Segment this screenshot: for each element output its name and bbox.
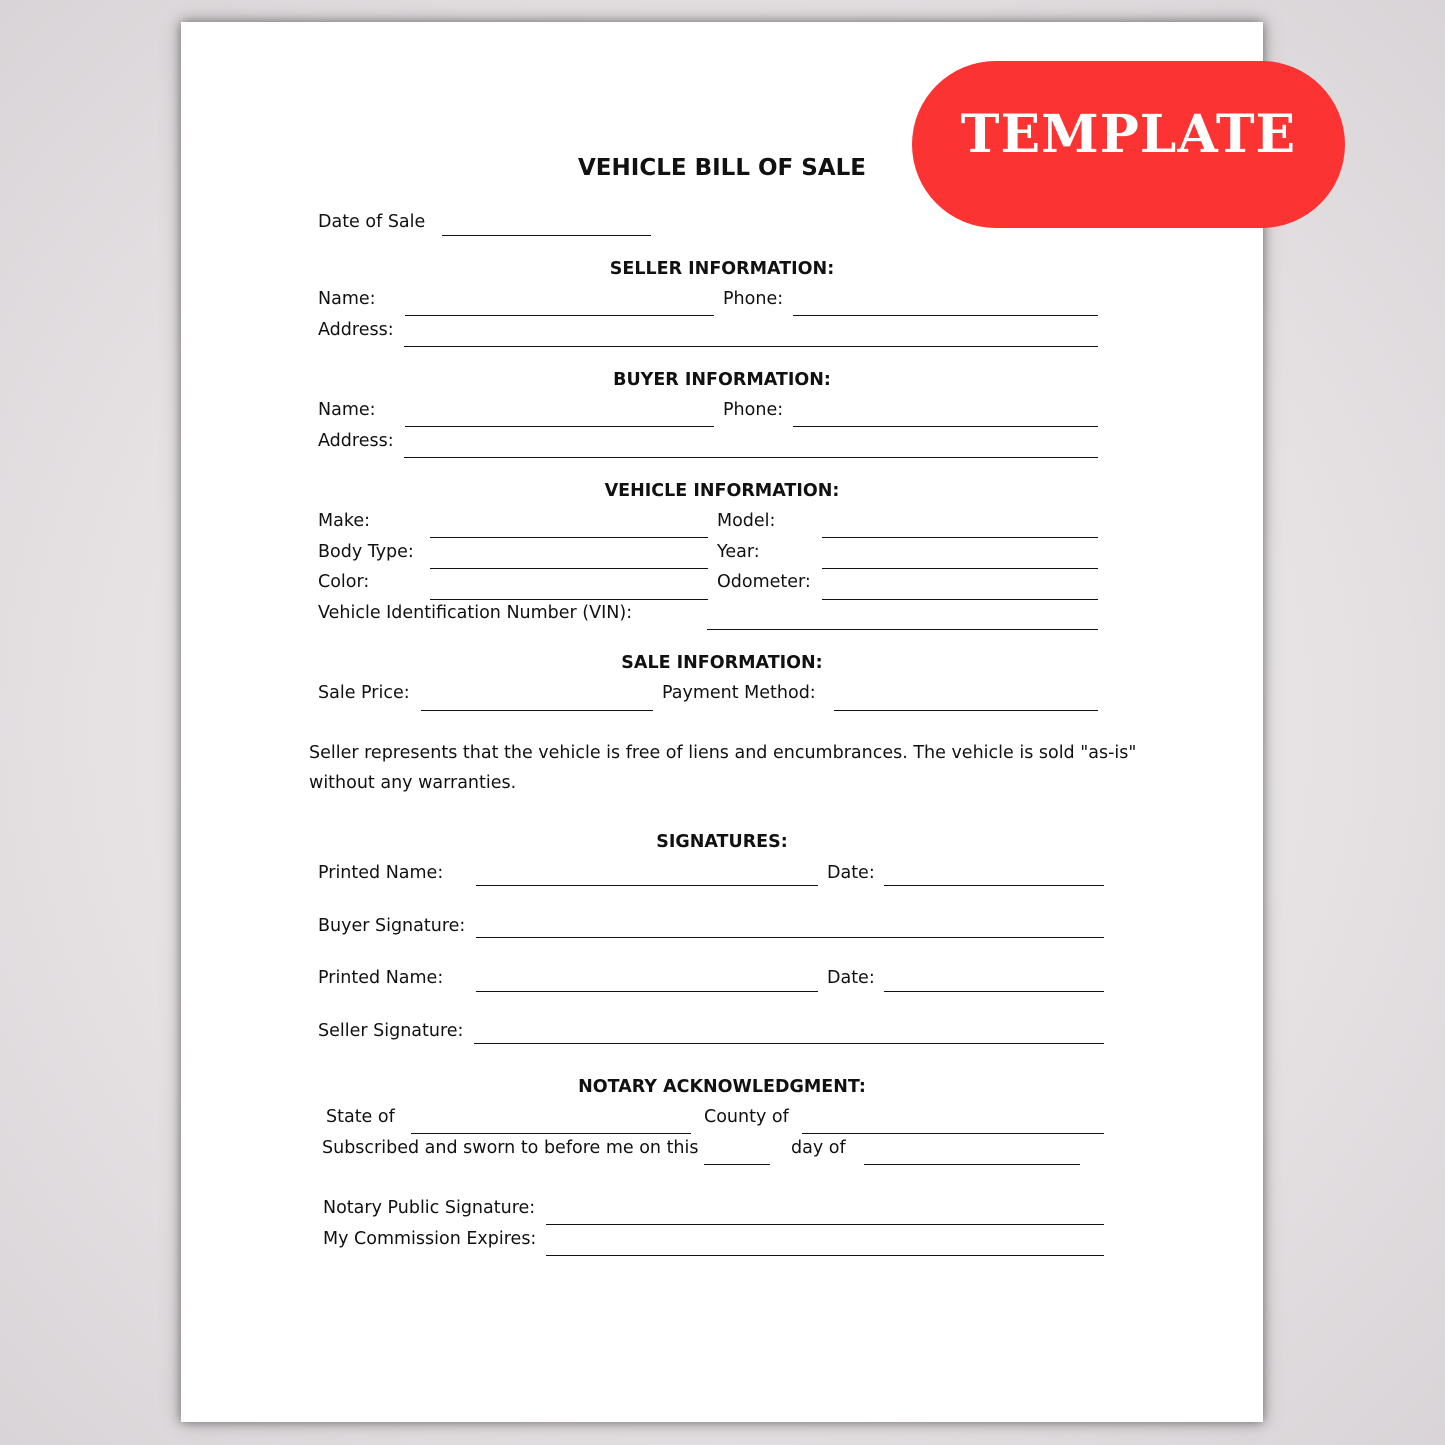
year-label: Year: xyxy=(717,542,760,562)
seller-address-field[interactable] xyxy=(404,346,1098,347)
sale-price-label: Sale Price: xyxy=(318,683,410,703)
year-field[interactable] xyxy=(822,568,1098,569)
county-of-field[interactable] xyxy=(802,1133,1104,1134)
seller-signature-label: Seller Signature: xyxy=(318,1021,464,1041)
day-of-label: day of xyxy=(791,1138,846,1158)
make-field[interactable] xyxy=(430,537,708,538)
notary-signature-label: Notary Public Signature: xyxy=(323,1198,536,1218)
buyer-name-label: Name: xyxy=(318,400,376,420)
county-of-label: County of xyxy=(704,1107,789,1127)
signatures-heading: SIGNATURES: xyxy=(656,832,788,852)
buyer-signature-field[interactable] xyxy=(476,937,1104,938)
seller-printed-name-label: Printed Name: xyxy=(318,968,444,988)
template-badge xyxy=(912,61,1345,228)
buyer-address-field[interactable] xyxy=(404,457,1098,458)
odometer-label: Odometer: xyxy=(717,572,811,592)
buyer-printed-name-label: Printed Name: xyxy=(318,863,444,883)
make-label: Make: xyxy=(318,511,370,531)
seller-address-label: Address: xyxy=(318,320,394,340)
body-type-field[interactable] xyxy=(430,568,708,569)
seller-date-label: Date: xyxy=(827,968,875,988)
color-field[interactable] xyxy=(430,599,708,600)
payment-method-label: Payment Method: xyxy=(662,683,816,703)
state-of-field[interactable] xyxy=(411,1133,691,1134)
buyer-address-label: Address: xyxy=(318,431,394,451)
template-badge-label: TEMPLATE xyxy=(960,104,1297,165)
sworn-month-field[interactable] xyxy=(864,1164,1080,1165)
state-of-label: State of xyxy=(326,1107,395,1127)
commission-expires-label: My Commission Expires: xyxy=(323,1229,537,1249)
color-label: Color: xyxy=(318,572,370,592)
as-is-statement-line1: Seller represents that the vehicle is free of liens and encumbrances. The vehicle is sold "as-is" xyxy=(309,743,1137,763)
document-title: VEHICLE BILL OF SALE xyxy=(578,155,866,181)
date-of-sale-label: Date of Sale xyxy=(318,212,426,232)
sale-heading: SALE INFORMATION: xyxy=(621,653,823,673)
buyer-signature-label: Buyer Signature: xyxy=(318,916,466,936)
buyer-phone-label: Phone: xyxy=(723,400,784,420)
sale-price-field[interactable] xyxy=(421,710,653,711)
buyer-date-field[interactable] xyxy=(884,885,1104,886)
seller-phone-label: Phone: xyxy=(723,289,784,309)
as-is-statement-line2: without any warranties. xyxy=(309,773,517,793)
seller-printed-name-field[interactable] xyxy=(476,991,818,992)
sworn-day-field[interactable] xyxy=(704,1164,770,1165)
model-label: Model: xyxy=(717,511,776,531)
vehicle-heading: VEHICLE INFORMATION: xyxy=(604,481,840,501)
seller-name-label: Name: xyxy=(318,289,376,309)
buyer-phone-field[interactable] xyxy=(793,426,1098,427)
body-type-label: Body Type: xyxy=(318,542,414,562)
buyer-heading: BUYER INFORMATION: xyxy=(613,370,831,390)
buyer-date-label: Date: xyxy=(827,863,875,883)
odometer-field[interactable] xyxy=(822,599,1098,600)
seller-heading: SELLER INFORMATION: xyxy=(609,259,835,279)
seller-signature-field[interactable] xyxy=(474,1043,1104,1044)
vin-label: Vehicle Identification Number (VIN): xyxy=(318,603,633,623)
sworn-label: Subscribed and sworn to before me on this xyxy=(322,1138,699,1158)
vin-field[interactable] xyxy=(707,629,1098,630)
payment-method-field[interactable] xyxy=(834,710,1098,711)
notary-signature-field[interactable] xyxy=(546,1224,1104,1225)
seller-name-field[interactable] xyxy=(405,315,714,316)
buyer-printed-name-field[interactable] xyxy=(476,885,818,886)
date-of-sale-field[interactable] xyxy=(442,235,651,236)
model-field[interactable] xyxy=(822,537,1098,538)
seller-phone-field[interactable] xyxy=(793,315,1098,316)
notary-heading: NOTARY ACKNOWLEDGMENT: xyxy=(578,1077,866,1097)
buyer-name-field[interactable] xyxy=(405,426,714,427)
seller-date-field[interactable] xyxy=(884,991,1104,992)
commission-expires-field[interactable] xyxy=(546,1255,1104,1256)
